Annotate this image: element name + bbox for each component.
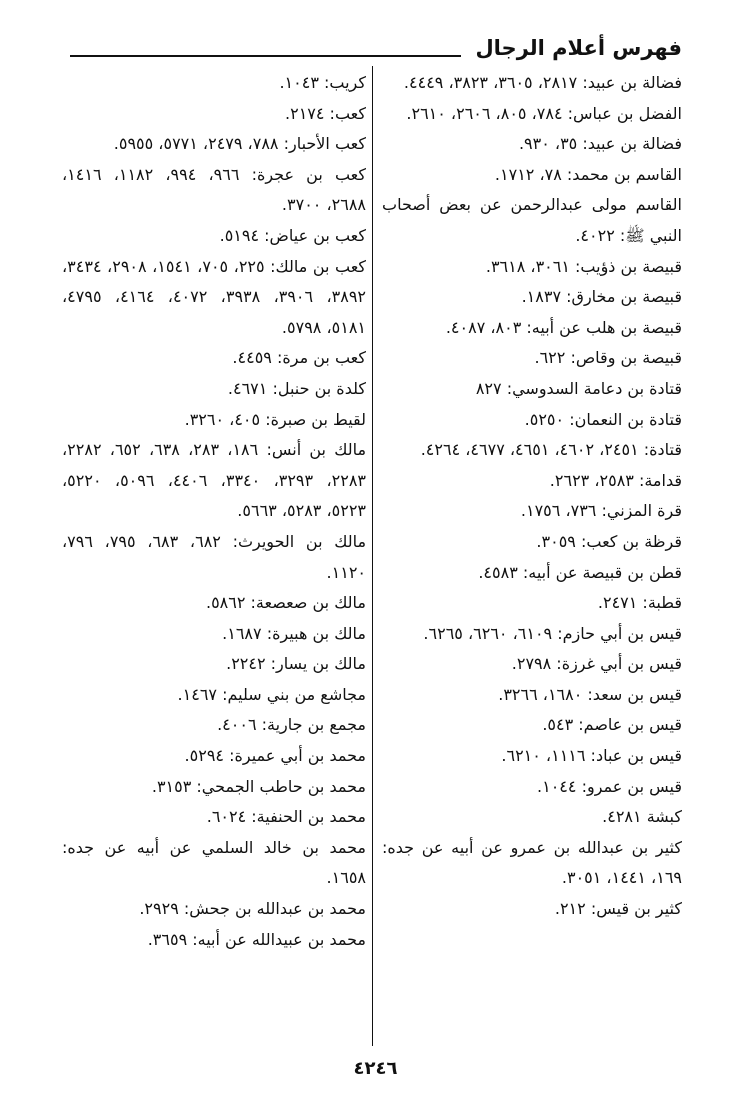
index-entry: قتادة بن النعمان: ٥٢٥٠. (524, 409, 682, 429)
index-entry: محمد بن خالد السلمي عن أبيه عن جده: ١٦٥٨. (62, 837, 366, 888)
index-entry: قتادة بن دعامة السدوسي: ٨٢٧ (475, 378, 682, 398)
index-entry: محمد بن حاطب الجمحي: ٣١٥٣. (151, 776, 366, 796)
index-entry: قبيصة بن مخارق: ١٨٣٧. (521, 287, 682, 307)
index-entry: قبيصة بن وقاص: ٦٢٢. (534, 348, 682, 368)
index-entry: فضالة بن عبيد: ٣٥، ٩٣٠. (518, 134, 682, 154)
index-entry: الفضل بن عباس: ٧٨٤، ٨٠٥، ٢٦٠٦، ٢٦١٠. (406, 103, 682, 123)
index-entry: كريب: ١٠٤٣. (279, 73, 366, 92)
index-entry: مالك بن أنس: ١٨٦، ٢٨٣، ٦٣٨، ٦٥٢، ٢٢٨٢، ٢٢٨٣، ٣٢٩٣، ٣٣٤٠، ٤٤٠٦، ٥٠٩٦، ٥٢٢٠، ٥٢٢٣، ٥٢٨٣، ٥٦٦٣. (62, 440, 367, 521)
index-entry: كعب: ٢١٧٤. (285, 103, 366, 123)
index-entry: قيس بن أبي غرزة: ٢٧٩٨. (511, 654, 682, 674)
index-entry: محمد بن عبيدالله عن أبيه: ٣٦٥٩. (147, 929, 366, 949)
page-title: فهرس أعلام الرجال (475, 36, 682, 60)
index-entry: مالك بن يسار: ٢٢٤٢. (226, 654, 366, 674)
index-entry: قطن بن قبيصة عن أبيه: ٤٥٨٣. (478, 562, 682, 582)
index-entry: قيس بن عمرو: ١٠٤٤. (537, 776, 682, 796)
index-entry: كبشة ٤٢٨١. (602, 807, 682, 827)
index-entry: قرة المزني: ٧٣٦، ١٧٥٦. (520, 501, 682, 521)
index-entry: قدامة: ٢٥٨٣، ٢٦٢٣. (549, 470, 682, 490)
index-column-left (62, 68, 366, 955)
index-entry: كعب الأحبار: ٧٨٨، ٢٤٧٩، ٥٧٧١، ٥٩٥٥. (113, 134, 366, 154)
index-entry: محمد بن عبدالله بن جحش: ٢٩٢٩. (139, 899, 366, 919)
index-column-right (382, 68, 682, 925)
index-entry: كعب بن مالك: ٢٢٥، ٧٠٥، ١٥٤١، ٢٩٠٨، ٣٤٣٤، ٣٨٩٢، ٣٩٠٦، ٣٩٣٨، ٤٠٧٢، ٤١٦٤، ٤٧٩٥، ٥١٨١، ٥٧٩٨. (62, 256, 367, 337)
index-entry: كعب بن عياض: ٥١٩٤. (219, 225, 366, 245)
index-entry: فضالة بن عبيد: ٢٨١٧، ٣٦٠٥، ٣٨٢٣، ٤٤٤٩. (403, 73, 682, 92)
page-header (70, 30, 682, 60)
index-entry: كعب بن مرة: ٤٤٥٩. (232, 348, 366, 368)
index-entry: القاسم بن محمد: ٧٨، ١٧١٢. (494, 164, 682, 184)
index-entry: مالك بن هبيرة: ١٦٨٧. (222, 623, 366, 643)
index-entry: محمد بن أبي عميرة: ٥٢٩٤. (184, 746, 366, 766)
index-entry: محمد بن الحنفية: ٦٠٢٤. (206, 807, 366, 827)
index-entry: مجاشع من بني سليم: ١٤٦٧. (177, 684, 366, 704)
index-entry: لقيط بن صبرة: ٤٠٥، ٣٢٦٠. (184, 409, 366, 429)
header-rule (70, 55, 461, 57)
index-entry: كعب بن عجرة: ٩٦٦، ٩٩٤، ١١٨٢، ١٤١٦، ٢٦٨٨، ٣٧٠٠. (62, 164, 367, 215)
index-entry: القاسم مولى عبدالرحمن عن بعض أصحاب النبي ﷺ: ٤٠٢٢. (382, 195, 682, 245)
index-entry: مالك بن الحويرث: ٦٨٢، ٦٨٣، ٧٩٥، ٧٩٦، ١١٢٠. (62, 531, 367, 582)
index-entry: قبيصة بن هلب عن أبيه: ٨٠٣، ٤٠٨٧. (445, 317, 682, 337)
index-entry: كثير بن عبدالله بن عمرو عن أبيه عن جده: ١٦٩، ١٤٤١، ٣٠٥١. (382, 837, 682, 888)
index-entry: قبيصة بن ذؤيب: ٣٠٦١، ٣٦١٨. (485, 256, 682, 276)
index-entry: مجمع بن جارية: ٤٠٠٦. (217, 715, 366, 735)
index-entry: قيس بن عباد: ١١١٦، ٦٢١٠. (501, 746, 682, 766)
index-entry: قتادة: ٢٤٥١، ٤٦٠٢، ٤٦٥١، ٤٦٧٧، ٤٢٦٤. (420, 440, 682, 460)
index-entry: كلدة بن حنبل: ٤٦٧١. (227, 378, 366, 398)
index-entry: قيس بن أبي حازم: ٦١٠٩، ٦٢٦٠، ٦٢٦٥. (423, 623, 682, 643)
index-entry: مالك بن صعصعة: ٥٨٦٢. (205, 593, 366, 613)
index-entry: قيس بن سعد: ١٦٨٠، ٣٢٦٦. (498, 684, 682, 704)
index-entry: قطبة: ٢٤٧١. (597, 593, 682, 613)
index-entry: قيس بن عاصم: ٥٤٣. (542, 715, 682, 735)
index-entry: قرظة بن كعب: ٣٠٥٩. (536, 531, 682, 551)
column-divider (372, 66, 373, 1046)
index-entry: كثير بن قيس: ٢١٢. (554, 899, 682, 919)
page-number: ٤٢٤٦ (353, 1058, 398, 1079)
